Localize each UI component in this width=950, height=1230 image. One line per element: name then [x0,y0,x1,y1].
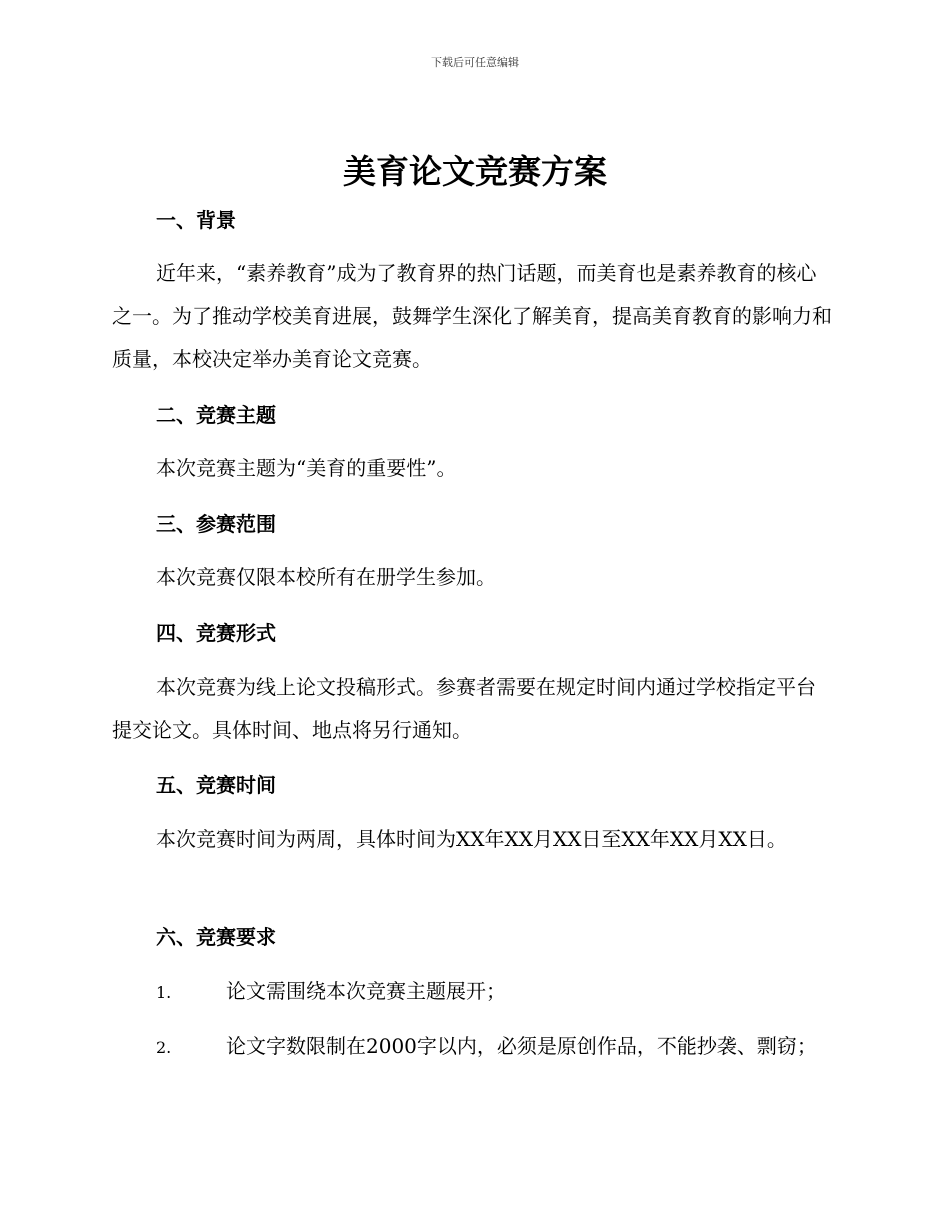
section-paragraph-scope: 本次竞赛仅限本校所有在册学生参加。 [156,565,496,589]
list-item-number: 2. [156,1038,172,1057]
document-title: 美育论文竞赛方案 [343,152,607,191]
section-heading-background: 一、背景 [156,208,236,232]
section-paragraph-time: 本次竞赛时间为两周，具体时间为XX年XX月XX日至XX年XX月XX日。 [156,827,787,851]
section-heading-scope: 三、参赛范围 [156,512,276,536]
section-paragraph-format: 本次竞赛为线上论文投稿形式。参赛者需要在规定时间内通过学校指定平台提交论文。具体时间、地点将另行通知。 [112,675,816,742]
section-heading-time: 五、竞赛时间 [156,773,276,797]
list-item [112,970,832,1014]
section-paragraph-theme: 本次竞赛主题为“美育的重要性”。 [156,456,457,480]
list-item [112,1025,832,1069]
list-item-text: 论文字数限制在2000字以内，必须是原创作品，不能抄袭、剽窃； [226,1034,817,1058]
section-heading-format: 四、竞赛形式 [156,621,276,645]
section-heading-theme: 二、竞赛主题 [156,403,276,427]
list-item-number: 1. [156,983,172,1002]
list-item-text: 论文需围绕本次竞赛主题展开； [226,979,506,1003]
section-paragraph-background: 近年来，“素养教育”成为了教育界的热门话题，而美育也是素养教育的核心之一。为了推动学校美育进展，鼓舞学生深化了解美育，提高美育教育的影响力和质量，本校决定举办美育论文竞赛。 [112,261,832,371]
header-note: 下载后可任意编辑 [431,56,519,69]
section-heading-requirements: 六、竞赛要求 [156,925,276,949]
